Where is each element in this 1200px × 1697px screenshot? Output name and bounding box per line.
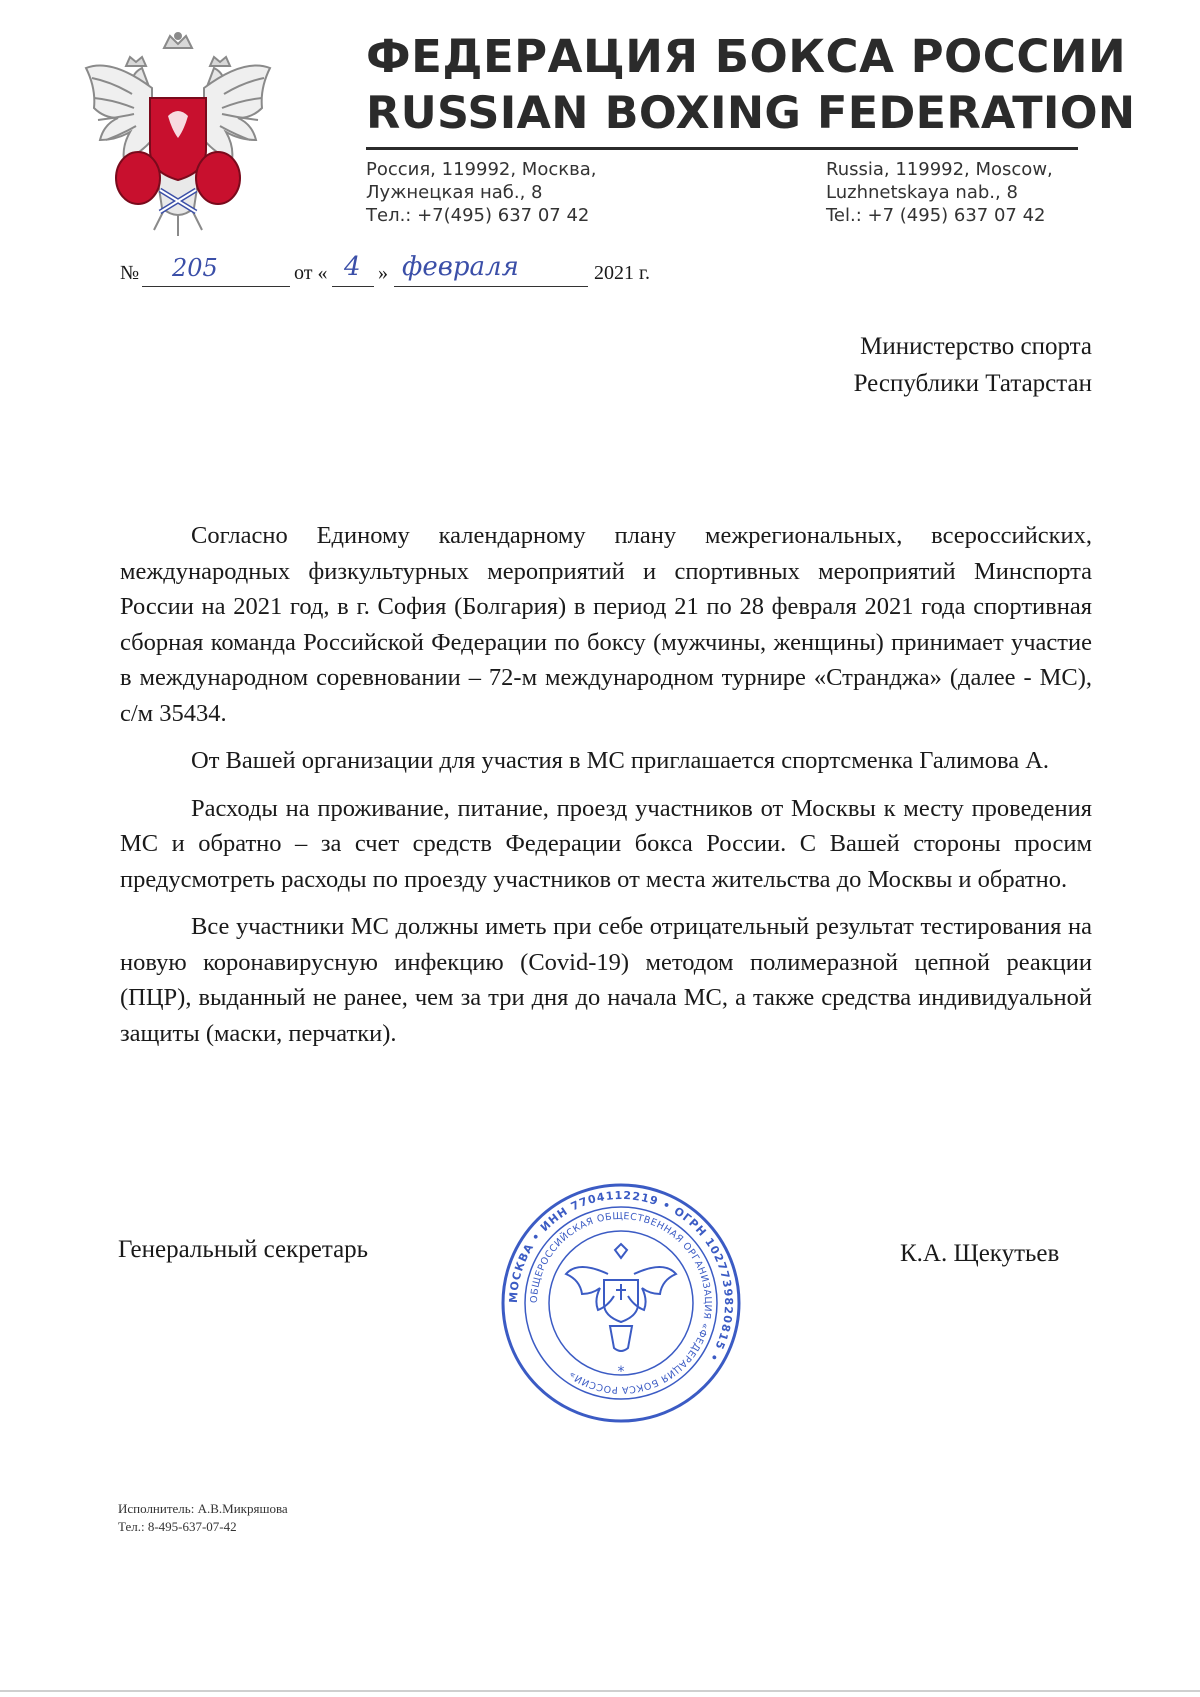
day-close: » — [378, 262, 388, 284]
address-ru-line: Лужнецкая наб., 8 — [366, 182, 543, 203]
day-handwritten: 4 — [344, 252, 361, 282]
header-divider — [366, 147, 1078, 150]
address-ru-line: Россия, 119992, Москва, — [366, 159, 597, 180]
executor-name: Исполнитель: А.В.Микряшова — [118, 1501, 288, 1516]
address-en-line: Tel.: +7 (495) 637 07 42 — [826, 205, 1046, 226]
address-en-line: Russia, 119992, Moscow, — [826, 159, 1053, 180]
address-en-line: Luzhnetskaya nab., 8 — [826, 182, 1018, 203]
year-label: 2021 г. — [594, 262, 650, 284]
body-paragraph: Согласно Единому календарному плану межрегиональных, всероссийских, международных физкультурных мероприятий и спортивных мероприятий Минспорта России на 2021 год, в г. София (Болгария) в период 21 по 28 февраля 2021 года спортивная сборная команда Российской Федерации по боксу (мужчины, женщины) принимает участие в международном соревновании – 72-м международном турнире «Странджа» (далее - МС), с/м 35434. — [120, 522, 1092, 727]
org-name-en: RUSSIAN BOXING FEDERATION — [366, 88, 1136, 139]
body-paragraph: Расходы на проживание, питание, проезд участников от Москвы к месту проведения МС и обратно – за счет средств Федерации бокса России. С Вашей стороны просим предусмотреть расходы по проезду участников от места жительства до Москвы и обратно. — [120, 794, 1092, 893]
executor-phone: Тел.: 8-495-637-07-42 — [118, 1519, 237, 1534]
letter-body — [120, 518, 1092, 1063]
signatory-title: Генеральный секретарь — [118, 1236, 369, 1263]
stamp-outer-text: МОСКВА • ИНН 7704112219 • ОГРН 1027739820815 • — [506, 1188, 736, 1365]
stamp-inner-text: ОБЩЕРОССИЙСКАЯ ОБЩЕСТВЕННАЯ ОРГАНИЗАЦИЯ «ФЕДЕРАЦИЯ БОКСА РОССИИ» — [528, 1210, 714, 1396]
signatory-name: К.А. Щекутьев — [900, 1240, 1060, 1267]
org-name-ru: ФЕДЕРАЦИЯ БОКСА РОССИИ — [366, 30, 1127, 83]
address-en — [826, 158, 1053, 227]
address-ru — [366, 158, 596, 227]
address-ru-line: Тел.: +7(495) 637 07 42 — [366, 205, 590, 226]
executor-info — [118, 1500, 288, 1536]
official-stamp — [498, 1180, 744, 1426]
addressee-line: Республики Татарстан — [853, 370, 1092, 397]
addressee — [854, 328, 1092, 402]
month-handwritten: февраля — [402, 252, 519, 282]
number-prefix: № — [120, 262, 140, 284]
addressee-line: Министерство спорта — [860, 333, 1092, 360]
federation-emblem-logo — [72, 28, 284, 240]
from-label: от « — [294, 262, 328, 284]
body-paragraph: Все участники МС должны иметь при себе отрицательный результат тестирования на новую коронавирусную инфекцию (Covid-19) методом полимеразной цепной реакции (ПЦР), выданный не ранее, чем за три дня до начала МС, а также средства индивидуальной защиты (маски, перчатки). — [120, 913, 1092, 1047]
scan-bottom-edge — [0, 1690, 1200, 1692]
svg-text:*: * — [617, 1364, 625, 1380]
number-handwritten: 205 — [172, 254, 218, 282]
body-paragraph: От Вашей организации для участия в МС приглашается спортсменка Галимова А. — [191, 747, 1050, 774]
